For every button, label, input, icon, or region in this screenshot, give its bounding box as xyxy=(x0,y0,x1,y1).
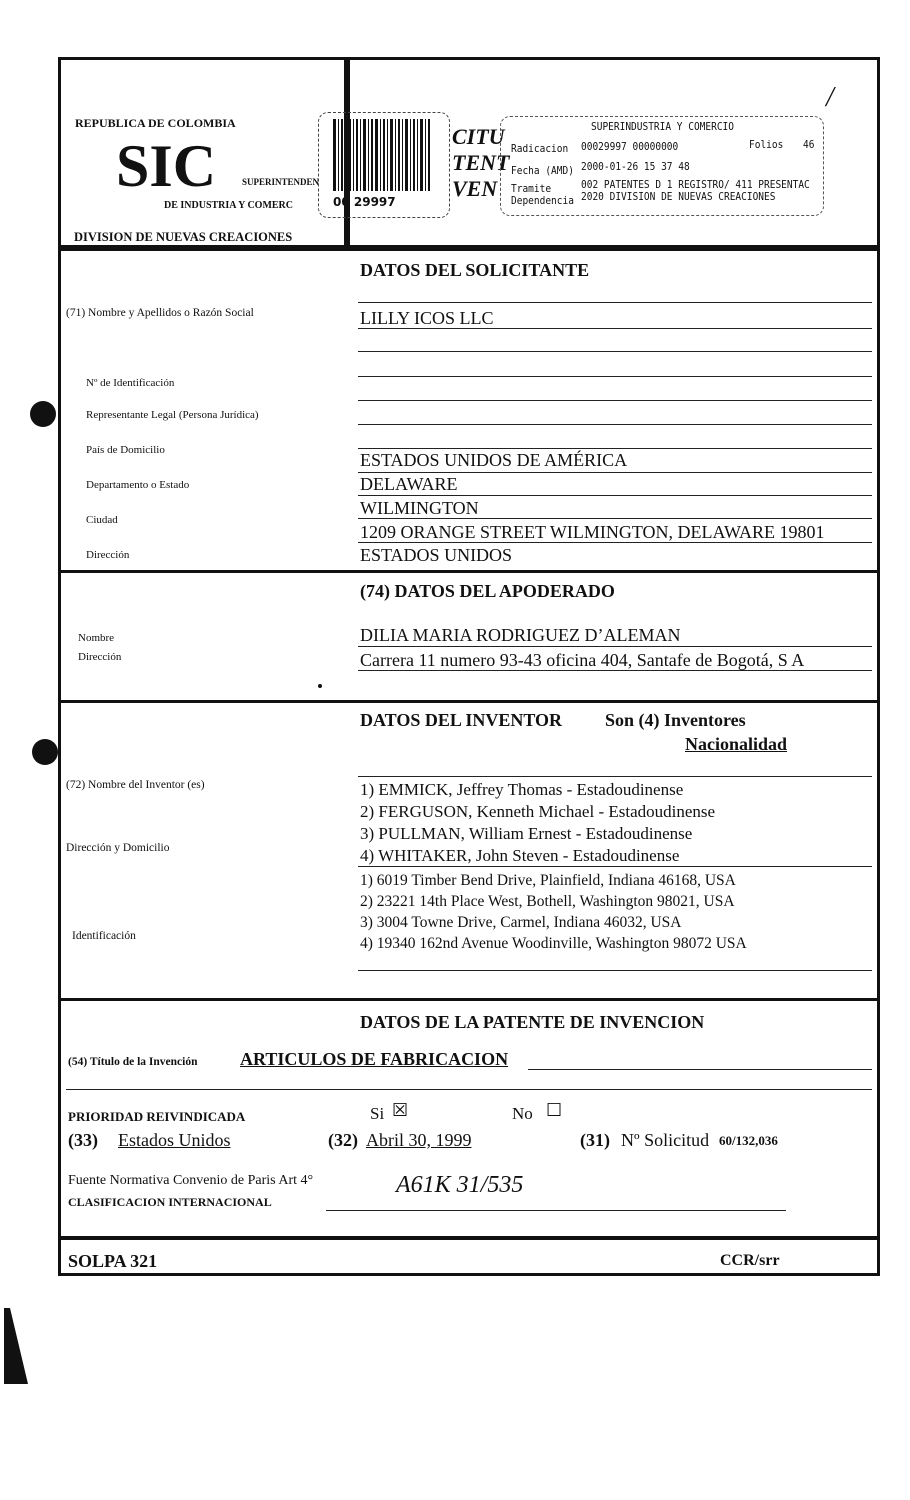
scan-mark-icon xyxy=(4,1308,28,1388)
stamp-folios-label: Folios xyxy=(749,139,784,152)
inventor-name-label: (72) Nombre del Inventor (es) xyxy=(66,779,205,791)
logo-subtitle-1: SUPERINTENDEN xyxy=(242,177,320,187)
inventor-address-1: 1) 6019 Timber Bend Drive, Plainfield, Indiana 46168, USA xyxy=(360,872,736,889)
inventor-heading: DATOS DEL INVENTOR xyxy=(360,710,563,730)
punch-hole-icon xyxy=(32,739,58,765)
stamp-row-value: 002 PATENTES D 1 REGISTRO/ 411 PRESENTAC xyxy=(581,179,810,192)
barcode-label xyxy=(318,112,450,218)
section-divider xyxy=(58,1236,880,1240)
form-line xyxy=(358,518,872,519)
punch-hole-icon xyxy=(30,401,56,427)
solicitante-rep-label: Representante Legal (Persona Jurídica) xyxy=(86,409,259,421)
header-bottom-border xyxy=(58,245,880,251)
form-line xyxy=(358,376,872,377)
form-line xyxy=(358,472,872,473)
inventor-address-3: 3) 3004 Towne Drive, Carmel, Indiana 46032, USA xyxy=(360,914,682,931)
form-line xyxy=(358,351,872,352)
solicitante-city-value: WILMINGTON xyxy=(360,498,479,518)
form-line xyxy=(358,670,872,671)
patente-heading: DATOS DE LA PATENTE DE INVENCION xyxy=(360,1012,705,1032)
form-line xyxy=(358,400,872,401)
country-code: (33) xyxy=(68,1130,98,1150)
stamp-folios-value: 46 xyxy=(803,139,815,152)
stamp-title: SUPERINDUSTRIA Y COMERCIO xyxy=(591,121,734,134)
form-code: SOLPA 321 xyxy=(68,1251,158,1271)
priority-no-checkbox: ☐ xyxy=(546,1100,563,1121)
priority-no-label: No xyxy=(512,1104,533,1123)
priority-country: Estados Unidos xyxy=(118,1130,231,1150)
logo-subtitle-2: DE INDUSTRIA Y COMERC xyxy=(164,200,293,211)
solicitante-state-label: Departamento o Estado xyxy=(86,479,190,491)
date-code: (32) xyxy=(328,1130,358,1150)
solicitante-address-line2: ESTADOS UNIDOS xyxy=(360,545,513,565)
barcode-number: 00 29997 xyxy=(333,195,396,209)
inventor-nationality-label: Nacionalidad xyxy=(685,734,788,754)
sic-logo: SIC xyxy=(116,133,217,199)
application-number: 60/132,036 xyxy=(719,1133,778,1148)
initials: CCR/srr xyxy=(720,1252,780,1269)
patente-title-value: ARTICULOS DE FABRICACION xyxy=(240,1049,509,1069)
section-divider xyxy=(58,700,880,703)
apoderado-address-value: Carrera 11 numero 93-43 oficina 404, Santafe de Bogotá, S A xyxy=(360,650,805,670)
ink-speck xyxy=(318,684,322,688)
solicitante-city-label: Ciudad xyxy=(86,514,118,526)
priority-yes-label: Si xyxy=(370,1104,385,1123)
corner-mark: / xyxy=(826,82,834,113)
form-line xyxy=(358,542,872,543)
solicitante-address-label: Dirección xyxy=(86,549,130,561)
form-line xyxy=(358,328,872,329)
inventor-count: Son (4) Inventores xyxy=(605,710,746,730)
priority-date: Abril 30, 1999 xyxy=(366,1130,472,1150)
apoderado-address-label: Dirección xyxy=(78,651,122,663)
partial-title-line-1: CITU xyxy=(452,124,505,149)
solicitante-id-label: Nº de Identificación xyxy=(86,377,175,389)
form-line xyxy=(358,424,872,425)
partial-title-line-3: VEN xyxy=(452,176,498,201)
form-line xyxy=(528,1069,872,1070)
solicitante-address-line1: 1209 ORANGE STREET WILMINGTON, DELAWARE 19801 xyxy=(360,522,825,542)
application-code: (31) xyxy=(580,1130,610,1150)
apoderado-name-value: DILIA MARIA RODRIGUEZ D’ALEMAN xyxy=(360,625,681,645)
solicitante-state-value: DELAWARE xyxy=(360,474,458,494)
stamp-row-value: 2000-01-26 15 37 48 xyxy=(581,161,690,174)
form-line xyxy=(66,1089,872,1090)
inventor-address-4: 4) 19340 162nd Avenue Woodinville, Washington 98072 USA xyxy=(360,935,747,952)
stamp-row-label: Radicacion xyxy=(511,143,569,156)
inventor-address-label: Dirección y Domicilio xyxy=(66,842,170,854)
inventor-name-2: 2) FERGUSON, Kenneth Michael - Estadoudinense xyxy=(360,802,716,821)
stamp-row-label: Fecha (AMD) xyxy=(511,165,574,178)
classification-label: CLASIFICACION INTERNACIONAL xyxy=(68,1195,272,1209)
form-line xyxy=(358,495,872,496)
priority-yes-checkbox: ☒ xyxy=(392,1100,409,1121)
legal-source-text: Fuente Normativa Convenio de Paris Art 4° xyxy=(68,1173,314,1188)
stamp-row-value: 2020 DIVISION DE NUEVAS CREACIONES xyxy=(581,191,776,204)
division-label: DIVISION DE NUEVAS CREACIONES xyxy=(74,230,293,244)
stamp-row-label: Tramite xyxy=(511,183,552,196)
inventor-name-1: 1) EMMICK, Jeffrey Thomas - Estadoudinense xyxy=(360,780,684,799)
solicitante-name-value: LILLY ICOS LLC xyxy=(360,308,494,328)
classification-handwritten: A61K 31/535 xyxy=(396,1172,524,1198)
inventor-name-3: 3) PULLMAN, William Ernest - Estadoudinense xyxy=(360,824,693,843)
form-line xyxy=(358,448,872,449)
inventor-address-2: 2) 23221 14th Place West, Bothell, Washington 98021, USA xyxy=(360,893,735,910)
stamp-row-value: 00029997 00000000 xyxy=(581,141,679,154)
filing-stamp xyxy=(500,116,824,216)
solicitante-country-label: País de Domicilio xyxy=(86,444,165,456)
republic-label: REPUBLICA DE COLOMBIA xyxy=(75,116,236,130)
form-line xyxy=(326,1210,786,1211)
form-line xyxy=(358,646,872,647)
section-divider xyxy=(58,998,880,1001)
apoderado-heading: (74) DATOS DEL APODERADO xyxy=(360,581,615,601)
priority-label: PRIORIDAD REIVINDICADA xyxy=(68,1109,246,1124)
solicitante-heading: DATOS DEL SOLICITANTE xyxy=(360,260,590,280)
apoderado-name-label: Nombre xyxy=(78,632,115,644)
barcode-image xyxy=(333,119,433,191)
form-line xyxy=(358,776,872,777)
inventor-name-4: 4) WHITAKER, John Steven - Estadoudinense xyxy=(360,846,680,865)
application-label: Nº Solicitud xyxy=(621,1130,710,1150)
stamp-row-label: Dependencia xyxy=(511,195,574,208)
form-line xyxy=(358,866,872,867)
inventor-id-label: Identificación xyxy=(72,930,136,942)
form-line xyxy=(358,970,872,971)
solicitante-country-value: ESTADOS UNIDOS DE AMÉRICA xyxy=(360,450,628,470)
section-divider xyxy=(58,570,880,573)
form-line xyxy=(358,302,872,303)
solicitante-name-label: (71) Nombre y Apellidos o Razón Social xyxy=(66,307,254,319)
partial-title-line-2: TENT xyxy=(452,150,510,175)
patente-title-label: (54) Título de la Invención xyxy=(68,1056,198,1068)
